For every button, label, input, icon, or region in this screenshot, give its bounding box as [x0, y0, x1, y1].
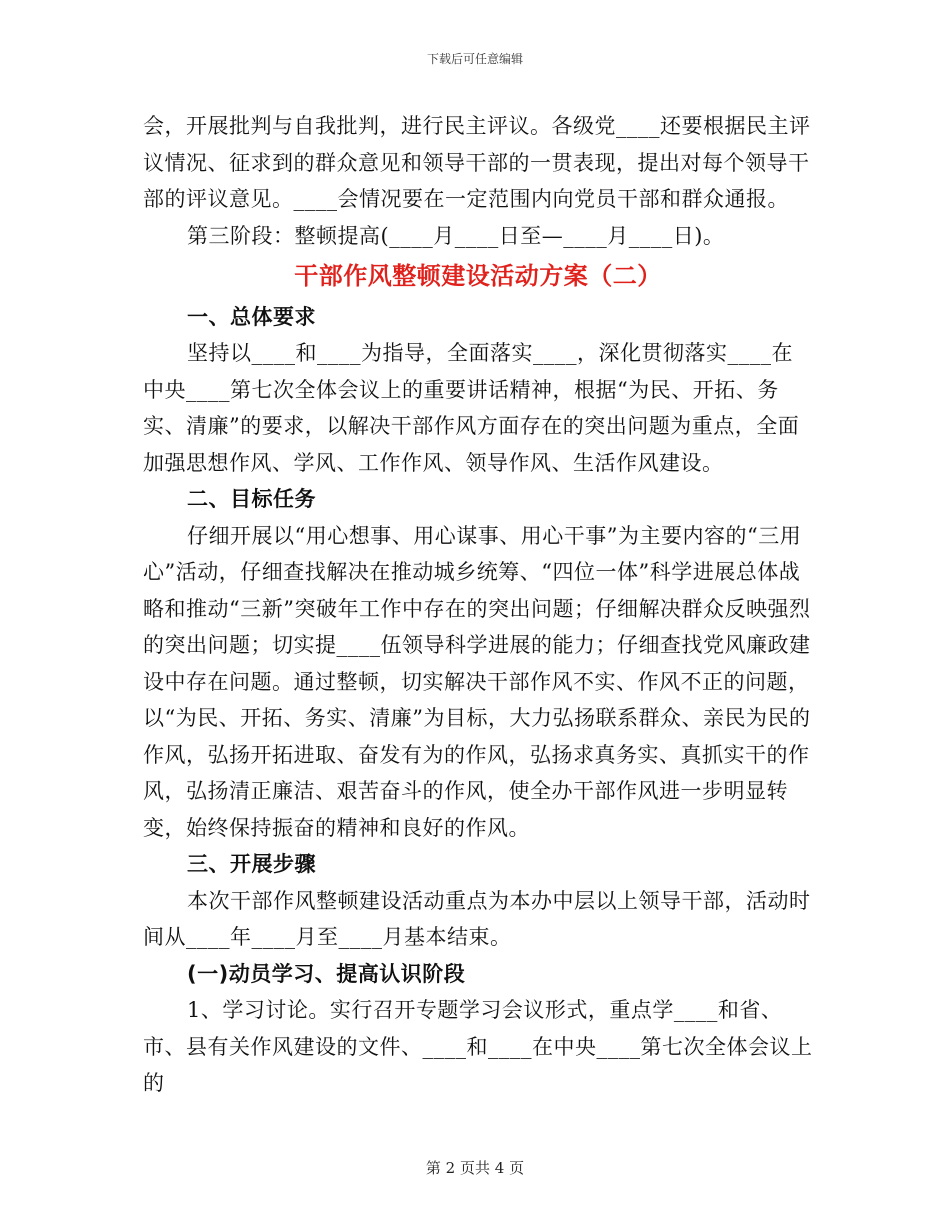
subsection-1-heading: (一)动员学习、提高认识阶段: [187, 961, 466, 986]
page-header: 下载后可任意编辑: [426, 52, 523, 66]
section-3-heading: 三、开展步骤: [187, 852, 316, 876]
item-1-paragraph: 1、学习讨论。实行召开专题学习会议形式，重点学____和省、市、县有关作风建设的文件、____和____在中央____第七次全体会议上的: [143, 998, 813, 1095]
document-title: 干部作风整顿建设活动方案（二）: [294, 262, 662, 290]
page-footer: 第 2 页共 4 页: [425, 1159, 525, 1177]
continued-paragraph: 会，开展批判与自我批判，进行民主评议。各级党____还要根据民主评议情况、征求到的群众意见和领导干部的一贯表现，提出对每个领导干部的评议意见。____会情况要在一定范围内向党员干部和群众通报。: [143, 114, 811, 211]
section-1-body: 坚持以____和____为指导，全面落实____，深化贯彻落实____在中央____第七次全体会议上的重要讲话精神，根据“为民、开拓、务实、清廉”的要求，以解决干部作风方面存在的突出问题为重点，全面加强思想作风、学风、工作作风、领导作风、生活作风建设。: [143, 341, 800, 475]
section-3-body: 本次干部作风整顿建设活动重点为本办中层以上领导干部，活动时间从____年____月至____月基本结束。: [143, 888, 811, 949]
section-1-heading: 一、总体要求: [187, 304, 316, 329]
stage-three-line: 第三阶段：整顿提高(____月____日至—____月____日)。: [187, 223, 725, 248]
document-body: [143, 108, 813, 1102]
section-2-heading: 二、目标任务: [187, 487, 316, 511]
section-2-body: 仔细开展以“用心想事、用心谋事、用心干事”为主要内容的“三用心”活动，仔细查找解决在推动城乡统筹、“四位一体”科学进展总体战略和推动“三新”突破年工作中存在的突出问题；仔细解决群众反映强烈的突出问题；切实提____伍领导科学进展的能力；仔细查找党风廉政建设中存在问题。通过整顿，切实解决干部作风不实、作风不正的问题，以“为民、开拓、务实、清廉”为目标，大力弘扬联系群众、亲民为民的作风，弘扬开拓进取、奋发有为的作风，弘扬求真务实、真抓实干的作风，弘扬清正廉洁、艰苦奋斗的作风，使全办干部作风进一步明显转变，始终保持振奋的精神和良好的作风。: [143, 523, 811, 840]
